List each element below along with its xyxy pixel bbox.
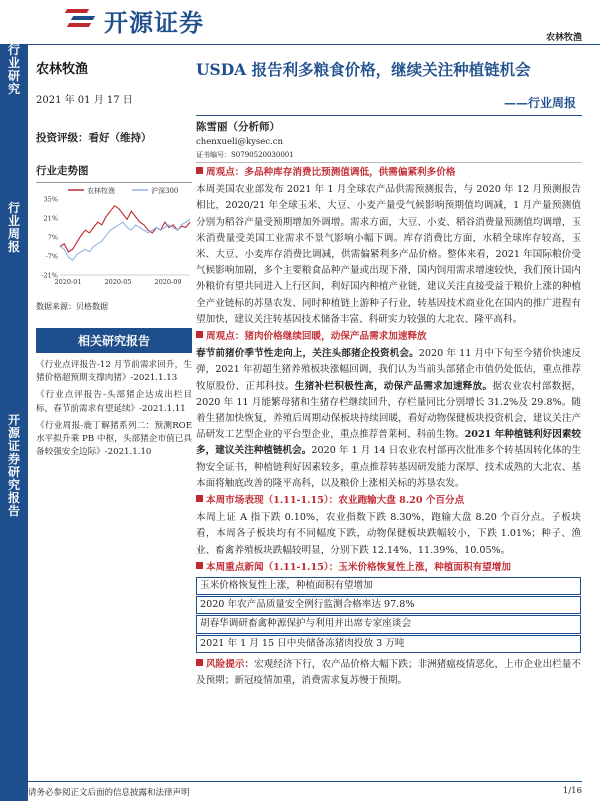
author-name: 陈雪丽（分析师） xyxy=(196,121,280,133)
header-rule xyxy=(0,44,600,45)
section-text: 本周上证 A 指下跌 0.10%，农业指数下跌 8.30%，跑输大盘 8.20 个百分点。子板块看，本周各子板块均有不同幅度下跌，动物保健板块跌幅较小，下跌 1.01%；种子、渔业、畜禽养殖板块跌幅较明显，分别下跌 12.14%、11.39%、10.05%。 xyxy=(196,512,581,556)
section-text: 春节前猪价季节性走向上，关注头部猪企投资机会。2020 年 11 月中下旬至今猪价快速反弹，2021 年初超生猪养殖板块涨幅回调，我们认为当前头部猪企市值仍处低估，重点推荐牧原股份、正邦科技。生猪补栏积极性高，动保产品需求加速释放。据农业农村部数据，2020 年 11 月能繁母猪和生猪存栏继续回升，存栏量同比分别增长 31.2%及 29.8%。随着生猪加快恢复，养殖后周期动保板块持续回暖，看好动物保健板块投资机会，建议关注产品研发工艺型企业的平台型企业，重点推荐普莱柯、科前生物。2021 年种植链利好因素较多，建议关注种植链机会。2020 年 1 月 14 日农业农村部再次批准多个转基因转化体的生物安全证书，种植链利好因素较多，重点推荐转基因研发能力深厚、技术成熟的大北农、基本面将触底改善的隆平高科，以及粮价上涨相关标的苏垦农发。 xyxy=(196,348,582,489)
related-item[interactable]: 《行业周报-鹿丁解猪系列二：预测ROE 水平拟升乘 PB 中枢，头部猪企市值已具备较强安全边际》-2021.1.10 xyxy=(36,420,192,458)
news-item[interactable]: 2020 年农产品质量安全例行监测合格率达 97.8% xyxy=(196,596,581,614)
section-heading: 周观点：多品种库存消费比预测值调低，供需偏紧利多价格 xyxy=(196,165,581,181)
brand-name: 开源证券 xyxy=(104,8,204,37)
footer xyxy=(28,781,582,798)
brand-logo xyxy=(62,6,204,37)
section-risk: 风险提示：宏观经济下行，农产品价格大幅下跌；非洲猪瘟疫情恶化，上市企业出栏量不及预期；新冠疫情加重，消费需求复苏慢于预期。 xyxy=(196,658,582,687)
y-tick-label: 35% xyxy=(43,195,58,204)
title-rule xyxy=(196,115,582,116)
x-tick-label: 2020-01 xyxy=(54,278,82,286)
trend-chart-svg xyxy=(36,183,192,295)
section-heading: 周观点：猪肉价格继续回暖，动保产品需求加速释放 xyxy=(196,329,581,345)
chart-source: 数据来源：贝格数据 xyxy=(36,302,108,311)
left-column xyxy=(36,54,192,463)
bullet-square-icon xyxy=(196,495,203,502)
author-block xyxy=(196,121,294,161)
sidebar-tag-report: 开 源 证 券 研 究 报 告 xyxy=(7,413,20,518)
section-text: 本周美国农业部发布 2021 年 1 月全球农产品供需预测报告，与 2020 年 12 月预测报告相比，2020/21 年全球玉米、大豆、小麦产量受气候影响预期值均调减，1 月产量预测值分别为稻谷产量受预期增加外调增。需求方面，大豆、小麦、稻谷消费量预测值均调增，玉米消费量受美国工业需求不景气影响小幅下调。库存消费比方面，水稻全球库存较高，玉米、大豆、小麦库存消费比调减，供需偏紧利多产品价格。整体来看，2021 年国际粮价受气候影响加剧，多个主要粮食品种产量或出现下滑，国内饲用需求增速较快，我们预计国内外粮价有望共同进入上行区间，利好国内种植产业链，建议关注直接受益于粮价上涨的种植全产业链标的苏垦农发、同时种植链上游种子行业，转基因技术商业化在国内的推广进程有望加快，建议关注转基因技术储备丰富、科研实力较强的大北农、隆平高科。 xyxy=(196,184,581,325)
report-title: USDA 报告利多粮食价格，继续关注种植链机会 xyxy=(196,60,531,79)
author-email: chenxueli@kysec.cn xyxy=(196,137,284,147)
report-date: 2021 年 01 月 17 日 xyxy=(36,95,133,106)
author-rule xyxy=(196,162,582,163)
related-list xyxy=(36,359,192,459)
rating: 投资评级：看好（维持） xyxy=(36,132,152,144)
news-item[interactable]: 2021 年 1 月 15 日中央储备冻猪肉投放 3 万吨 xyxy=(196,635,581,653)
related-item[interactable]: 《行业点评报告-12 月节前需求回升，生猪价格超预期支撑肉猪》-2021.1.13 xyxy=(36,360,192,384)
bullet-square-icon xyxy=(196,659,203,666)
legend-label: 农林牧渔 xyxy=(87,187,115,195)
legend-label: 沪深300 xyxy=(151,187,179,195)
y-tick-label: -21% xyxy=(41,271,58,280)
report-subtitle: ——行业周报 xyxy=(503,96,576,110)
related-item[interactable]: 《行业点评报告-头部猪企达成出栏目标，春节前需求有望延续》-2021.1.11 xyxy=(36,390,192,414)
y-tick-label: -7% xyxy=(45,252,58,261)
footer-disclaimer: 请务必参阅正文后面的信息披露和法律声明 xyxy=(28,788,190,798)
sidebar-tag-weekly: 行 业 周 报 xyxy=(7,201,20,254)
series-line xyxy=(60,219,190,260)
news-item[interactable]: 胡春华调研畜禽种源保护与利用并出席专家座谈会 xyxy=(196,615,581,633)
y-tick-label: 7% xyxy=(47,233,58,242)
industry-trend-chart xyxy=(36,182,192,299)
related-title: 相关研究报告 xyxy=(36,328,192,353)
bullet-square-icon xyxy=(196,167,203,174)
section-heading: 本周市场表现（1.11-1.15）：农业跑输大盘 8.20 个百分点 xyxy=(196,493,581,509)
x-tick-label: 2020-09 xyxy=(154,278,182,286)
sidebar-tag-research: 行 业 研 究 xyxy=(7,43,20,96)
section-heading: 本周重点新闻（1.11-1.15）：玉米价格恢复性上涨，种植面积有望增加 xyxy=(196,560,581,576)
bullet-square-icon xyxy=(196,331,203,338)
sector-name: 农林牧渔 xyxy=(36,62,89,77)
bullet-square-icon xyxy=(196,562,203,569)
header-industry-tag: 农林牧渔 xyxy=(545,33,582,43)
page-number: 1/16 xyxy=(562,786,582,796)
author-cert: 证书编号：S0790520030001 xyxy=(196,151,294,159)
report-body xyxy=(196,165,581,690)
chart-title: 行业走势图 xyxy=(36,165,89,177)
x-tick-label: 2020-05 xyxy=(104,278,132,286)
news-item[interactable]: 玉米价格恢复性上涨，种植面积有望增加 xyxy=(196,577,581,595)
y-tick-label: 21% xyxy=(43,214,58,223)
sidebar xyxy=(0,44,28,801)
series-line xyxy=(60,206,190,252)
logo-mark-icon xyxy=(62,7,98,33)
